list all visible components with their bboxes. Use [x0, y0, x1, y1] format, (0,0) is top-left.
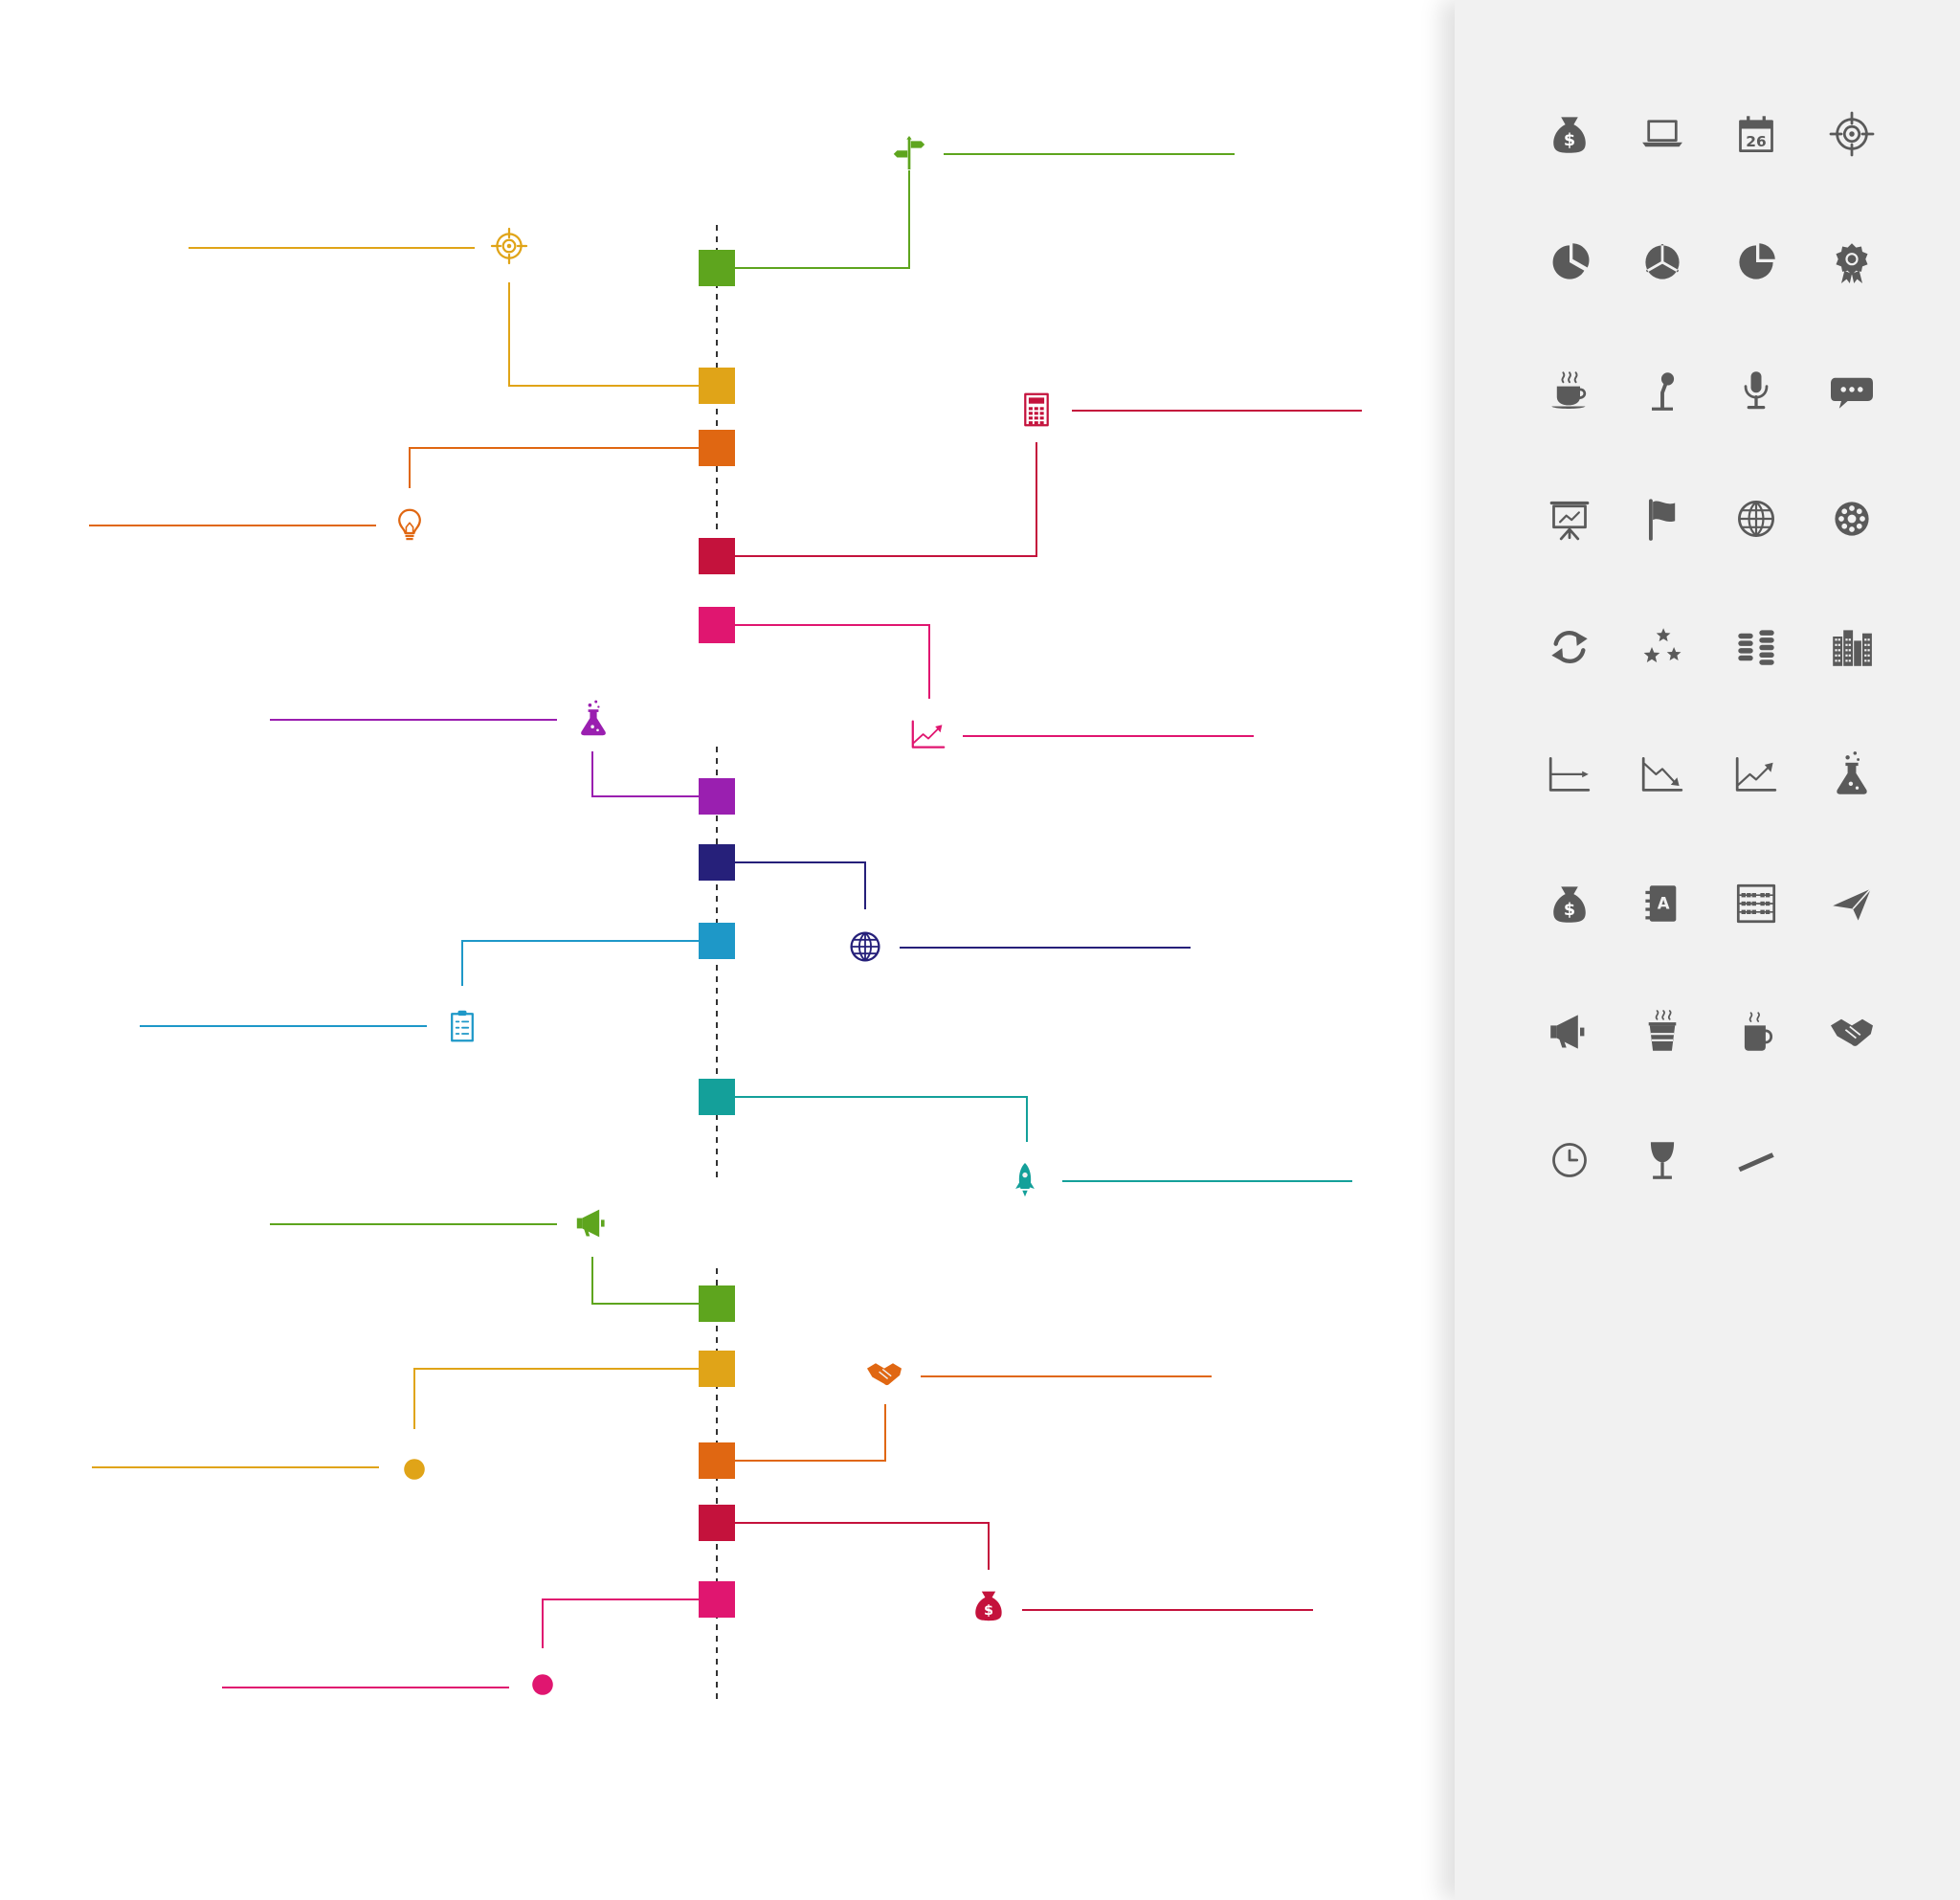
svg-text:$: $	[1563, 901, 1576, 921]
month-marker	[699, 1285, 735, 1322]
event-title-underline	[222, 1687, 509, 1688]
event-title-underline	[963, 735, 1254, 737]
month-marker	[699, 923, 735, 959]
svg-text:$: $	[1563, 131, 1576, 151]
event-title-underline	[1072, 410, 1362, 412]
month-marker	[699, 538, 735, 574]
event-title-underline	[944, 153, 1235, 155]
event-title-underline	[270, 1223, 557, 1225]
month-marker	[699, 1505, 735, 1541]
month-marker	[699, 1442, 735, 1479]
event-title-underline	[1062, 1180, 1352, 1182]
svg-text:A: A	[1657, 894, 1670, 913]
event-title-underline	[1022, 1609, 1313, 1611]
svg-text:$: $	[983, 1602, 994, 1619]
month-marker	[699, 368, 735, 404]
month-marker	[699, 607, 735, 643]
month-marker	[699, 430, 735, 466]
month-marker	[699, 778, 735, 815]
svg-text:26: 26	[1746, 133, 1767, 151]
event-title-underline	[92, 1466, 379, 1468]
event-title-underline	[140, 1025, 427, 1027]
month-marker	[699, 1581, 735, 1618]
month-marker	[699, 1351, 735, 1387]
event-title-underline	[89, 525, 376, 526]
event-title-underline	[921, 1375, 1212, 1377]
month-marker	[699, 844, 735, 881]
month-marker	[699, 1079, 735, 1115]
month-marker	[699, 250, 735, 286]
event-title-underline	[900, 947, 1191, 949]
event-title-underline	[270, 719, 557, 721]
event-title-underline	[189, 247, 475, 249]
